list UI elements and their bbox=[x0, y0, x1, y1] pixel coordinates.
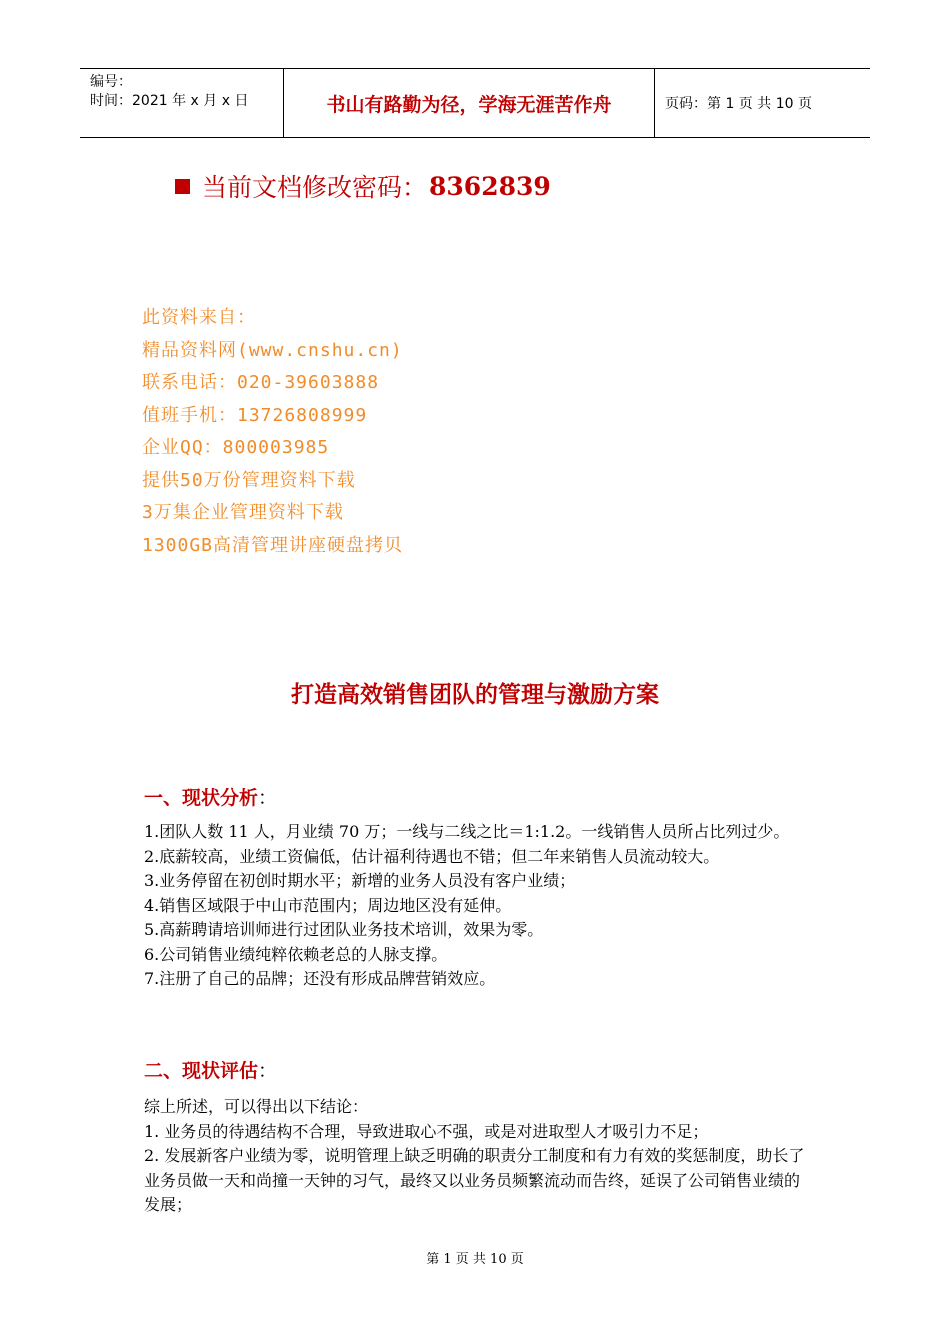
document-title: 打造高效销售团队的管理与激励方案 bbox=[291, 682, 659, 708]
page-footer: 第 1 页 共 10 页 bbox=[426, 1252, 524, 1267]
header-table bbox=[80, 68, 870, 138]
header-left-cell bbox=[80, 69, 283, 137]
source-line: 1300GB高清管理讲座硬盘拷贝 bbox=[142, 534, 404, 556]
source-line: 联系电话：020-39603888 bbox=[142, 372, 380, 393]
source-info bbox=[142, 302, 403, 562]
motto: 书山有路勤为径，学海无涯苦作舟 bbox=[283, 69, 655, 137]
list-item: 综上所述，可以得出以下结论： bbox=[144, 1097, 369, 1116]
password-code: 8362839 bbox=[429, 171, 551, 201]
list-item: 5.高薪聘请培训师进行过团队业务技术培训，效果为零。 bbox=[144, 920, 544, 939]
section-heading-colon: ： bbox=[258, 787, 278, 809]
list-item: 6.公司销售业绩纯粹依赖老总的人脉支撑。 bbox=[144, 944, 448, 964]
square-bullet-icon bbox=[175, 179, 190, 194]
section-heading bbox=[144, 783, 277, 810]
source-line: 精品资料网(www.cnshu.cn) bbox=[142, 339, 403, 361]
number-label: 编号： bbox=[90, 74, 132, 90]
section-heading-colon: ： bbox=[258, 1060, 278, 1082]
list-item: 4.销售区域限于中山市范围内；周边地区没有延伸。 bbox=[144, 895, 512, 915]
source-line: 值班手机：13726808999 bbox=[142, 404, 368, 426]
date-label: 时间：2021 年 x 月 x 日 bbox=[90, 93, 249, 109]
source-line: 此资料来自： bbox=[142, 307, 256, 328]
section-heading-text: 二、现状评估 bbox=[144, 1060, 259, 1082]
list-item: 3.业务停留在初创时期水平；新增的业务人员没有客户业绩； bbox=[144, 871, 576, 890]
list-item: 1. 业务员的待遇结构不合理，导致进取心不强，或是对进取型人才吸引力不足； bbox=[144, 1121, 709, 1141]
page-info: 页码：第 1 页 共 10 页 bbox=[665, 96, 812, 112]
list-item: 2. 发展新客户业绩为零，说明管理上缺乏明确的职责分工制度和有力有效的奖惩制度，助长了业务员做一天和尚撞一天钟的习气，最终又以业务员频繁流动而告终，延误了公司销售业绩的发展； bbox=[144, 1146, 805, 1214]
section-heading-text: 一、现状分析 bbox=[144, 787, 259, 809]
source-line: 3万集企业管理资料下载 bbox=[142, 502, 344, 523]
section-body bbox=[144, 1095, 814, 1218]
list-item: 2.底薪较高，业绩工资偏低，估计福利待遇也不错；但二年来销售人员流动较大。 bbox=[144, 846, 720, 866]
section-body bbox=[144, 820, 814, 992]
password-notice bbox=[175, 168, 551, 204]
password-label: 当前文档修改密码： bbox=[202, 173, 428, 202]
list-item: 1.团队人数 11 人，月业绩 70 万；一线与二线之比＝1:1.2。一线销售人员所占比列过少。 bbox=[144, 822, 790, 841]
source-line: 提供50万份管理资料下载 bbox=[142, 469, 356, 491]
source-line: 企业QQ：800003985 bbox=[142, 437, 330, 458]
section-heading bbox=[144, 1056, 277, 1083]
list-item: 7.注册了自己的品牌；还没有形成品牌营销效应。 bbox=[144, 969, 496, 988]
